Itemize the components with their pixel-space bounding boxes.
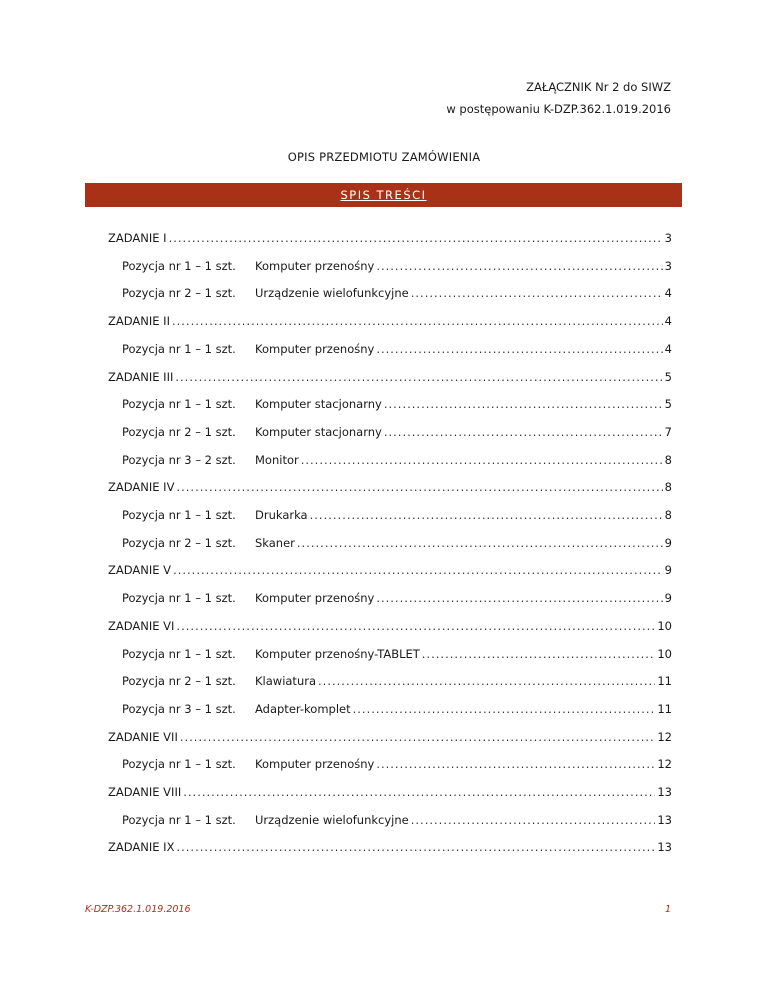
toc-page-number: 13 — [657, 785, 672, 799]
toc-item-position: Pozycja nr 1 – 1 szt. — [122, 591, 236, 605]
toc-item-position: Pozycja nr 1 – 1 szt. — [122, 508, 236, 522]
toc-page-number: 4 — [664, 286, 672, 300]
toc-entry-task[interactable] — [108, 231, 672, 247]
toc-entry-item[interactable] — [122, 647, 672, 663]
toc-entry-title: Adapter-komplet — [255, 702, 351, 716]
toc-leader-dots — [384, 425, 663, 439]
toc-entry-item[interactable] — [122, 536, 672, 552]
toc-item-position: Pozycja nr 3 – 1 szt. — [122, 702, 236, 716]
toc-item-position: Pozycja nr 1 – 1 szt. — [122, 397, 236, 411]
toc-leader-dots — [297, 536, 663, 550]
toc-page-number: 9 — [664, 563, 672, 577]
toc-leader-dots — [376, 342, 662, 356]
toc-banner — [85, 183, 682, 207]
toc-entry-title: Skaner — [255, 536, 295, 550]
toc-leader-dots — [301, 453, 663, 467]
toc-leader-dots — [376, 591, 662, 605]
toc-entry-title: ZADANIE I — [108, 231, 167, 245]
toc-item-position: Pozycja nr 1 – 1 szt. — [122, 647, 236, 661]
toc-leader-dots — [169, 231, 663, 245]
toc-entry-title: Drukarka — [255, 508, 308, 522]
toc-entry-title: ZADANIE IV — [108, 480, 175, 494]
toc-page-number: 3 — [664, 259, 672, 273]
toc-item-position: Pozycja nr 2 – 1 szt. — [122, 674, 236, 688]
toc-entry-item[interactable] — [122, 508, 672, 524]
toc-entry-item[interactable] — [122, 591, 672, 607]
toc-entry-item[interactable] — [122, 702, 672, 718]
toc-page-number: 5 — [664, 397, 672, 411]
toc-entry-title: Urządzenie wielofunkcyjne — [255, 286, 409, 300]
toc-leader-dots — [376, 259, 662, 273]
footer-page-number: 1 — [664, 904, 671, 915]
toc-item-position: Pozycja nr 3 – 2 szt. — [122, 453, 236, 467]
toc-entry-task[interactable] — [108, 785, 672, 801]
toc-page-number: 4 — [664, 342, 672, 356]
toc-banner-label: SPIS TREŚCI — [340, 188, 427, 202]
toc-entry-item[interactable] — [122, 453, 672, 469]
toc-item-position: Pozycja nr 1 – 1 szt. — [122, 259, 236, 273]
toc-item-position: Pozycja nr 2 – 1 szt. — [122, 536, 236, 550]
toc-leader-dots — [176, 480, 662, 494]
toc-entry-task[interactable] — [108, 480, 672, 496]
toc-item-position: Pozycja nr 1 – 1 szt. — [122, 342, 236, 356]
toc-entry-task[interactable] — [108, 619, 672, 635]
toc-entry-title: Komputer przenośny — [255, 259, 375, 273]
toc-entry-title: Komputer przenośny — [255, 591, 375, 605]
toc-entry-task[interactable] — [108, 840, 672, 856]
toc-entry-item[interactable] — [122, 397, 672, 413]
toc-entry-title: Monitor — [255, 453, 299, 467]
toc-page-number: 8 — [664, 453, 672, 467]
toc-entry-title: Komputer przenośny — [255, 757, 375, 771]
toc-entry-task[interactable] — [108, 563, 672, 579]
toc-page-number: 3 — [664, 231, 672, 245]
toc-leader-dots — [411, 286, 663, 300]
toc-page-number: 12 — [657, 757, 672, 771]
toc-entry-item[interactable] — [122, 259, 672, 275]
footer-doc-id: K-DZP.362.1.019.2016 — [85, 904, 191, 915]
toc-leader-dots — [353, 702, 656, 716]
toc-leader-dots — [376, 757, 655, 771]
toc-leader-dots — [180, 730, 656, 744]
toc-leader-dots — [318, 674, 655, 688]
toc-item-position: Pozycja nr 1 – 1 szt. — [122, 757, 236, 771]
annex-header-line1: ZAŁĄCZNIK Nr 2 do SIWZ — [526, 80, 671, 94]
toc-page-number: 7 — [664, 425, 672, 439]
toc-leader-dots — [173, 563, 663, 577]
toc-entry-task[interactable] — [108, 730, 672, 746]
annex-header-line2: w postępowaniu K-DZP.362.1.019.2016 — [446, 102, 671, 116]
toc-leader-dots — [310, 508, 663, 522]
toc-page-number: 11 — [657, 674, 672, 688]
toc-page-number: 13 — [657, 813, 672, 827]
toc-page-number: 9 — [664, 591, 672, 605]
toc-entry-task[interactable] — [108, 370, 672, 386]
toc-page-number: 9 — [664, 536, 672, 550]
toc-item-position: Pozycja nr 2 – 1 szt. — [122, 425, 236, 439]
toc-page-number: 5 — [664, 370, 672, 384]
toc-page-number: 8 — [664, 508, 672, 522]
toc-item-position: Pozycja nr 1 – 1 szt. — [122, 813, 236, 827]
toc-page-number: 10 — [657, 619, 672, 633]
toc-leader-dots — [422, 647, 656, 661]
toc-leader-dots — [411, 813, 656, 827]
toc-entry-item[interactable] — [122, 425, 672, 441]
toc-entry-title: ZADANIE V — [108, 563, 172, 577]
toc-entry-item[interactable] — [122, 757, 672, 773]
toc-page-number: 4 — [664, 314, 672, 328]
toc-entry-item[interactable] — [122, 342, 672, 358]
toc-entry-title: ZADANIE VIII — [108, 785, 182, 799]
toc-entry-title: Komputer stacjonarny — [255, 397, 382, 411]
toc-page-number: 10 — [657, 647, 672, 661]
toc-leader-dots — [384, 397, 663, 411]
toc-page-number: 13 — [657, 840, 672, 854]
toc-entry-title: ZADANIE II — [108, 314, 170, 328]
toc-leader-dots — [172, 314, 663, 328]
toc-entry-title: Komputer przenośny-TABLET — [255, 647, 420, 661]
toc-item-position: Pozycja nr 2 – 1 szt. — [122, 286, 236, 300]
toc-entry-title: ZADANIE VI — [108, 619, 175, 633]
document-title: OPIS PRZEDMIOTU ZAMÓWIENIA — [287, 150, 481, 164]
toc-page-number: 8 — [664, 480, 672, 494]
toc-entry-item[interactable] — [122, 286, 672, 302]
toc-entry-item[interactable] — [122, 674, 672, 690]
toc-leader-dots — [176, 619, 655, 633]
toc-entry-title: Urządzenie wielofunkcyjne — [255, 813, 409, 827]
toc-entry-title: Klawiatura — [255, 674, 317, 688]
toc-page-number: 11 — [657, 702, 672, 716]
toc-entry-title: Komputer stacjonarny — [255, 425, 382, 439]
toc-entry-item[interactable] — [122, 813, 672, 829]
toc-page-number: 12 — [657, 730, 672, 744]
toc-leader-dots — [183, 785, 655, 799]
toc-entry-task[interactable] — [108, 314, 672, 330]
toc-entry-title: ZADANIE III — [108, 370, 174, 384]
toc-entry-title: ZADANIE VII — [108, 730, 178, 744]
toc-leader-dots — [176, 840, 655, 854]
toc-entry-title: ZADANIE IX — [108, 840, 175, 854]
toc-leader-dots — [175, 370, 662, 384]
toc-entry-title: Komputer przenośny — [255, 342, 375, 356]
